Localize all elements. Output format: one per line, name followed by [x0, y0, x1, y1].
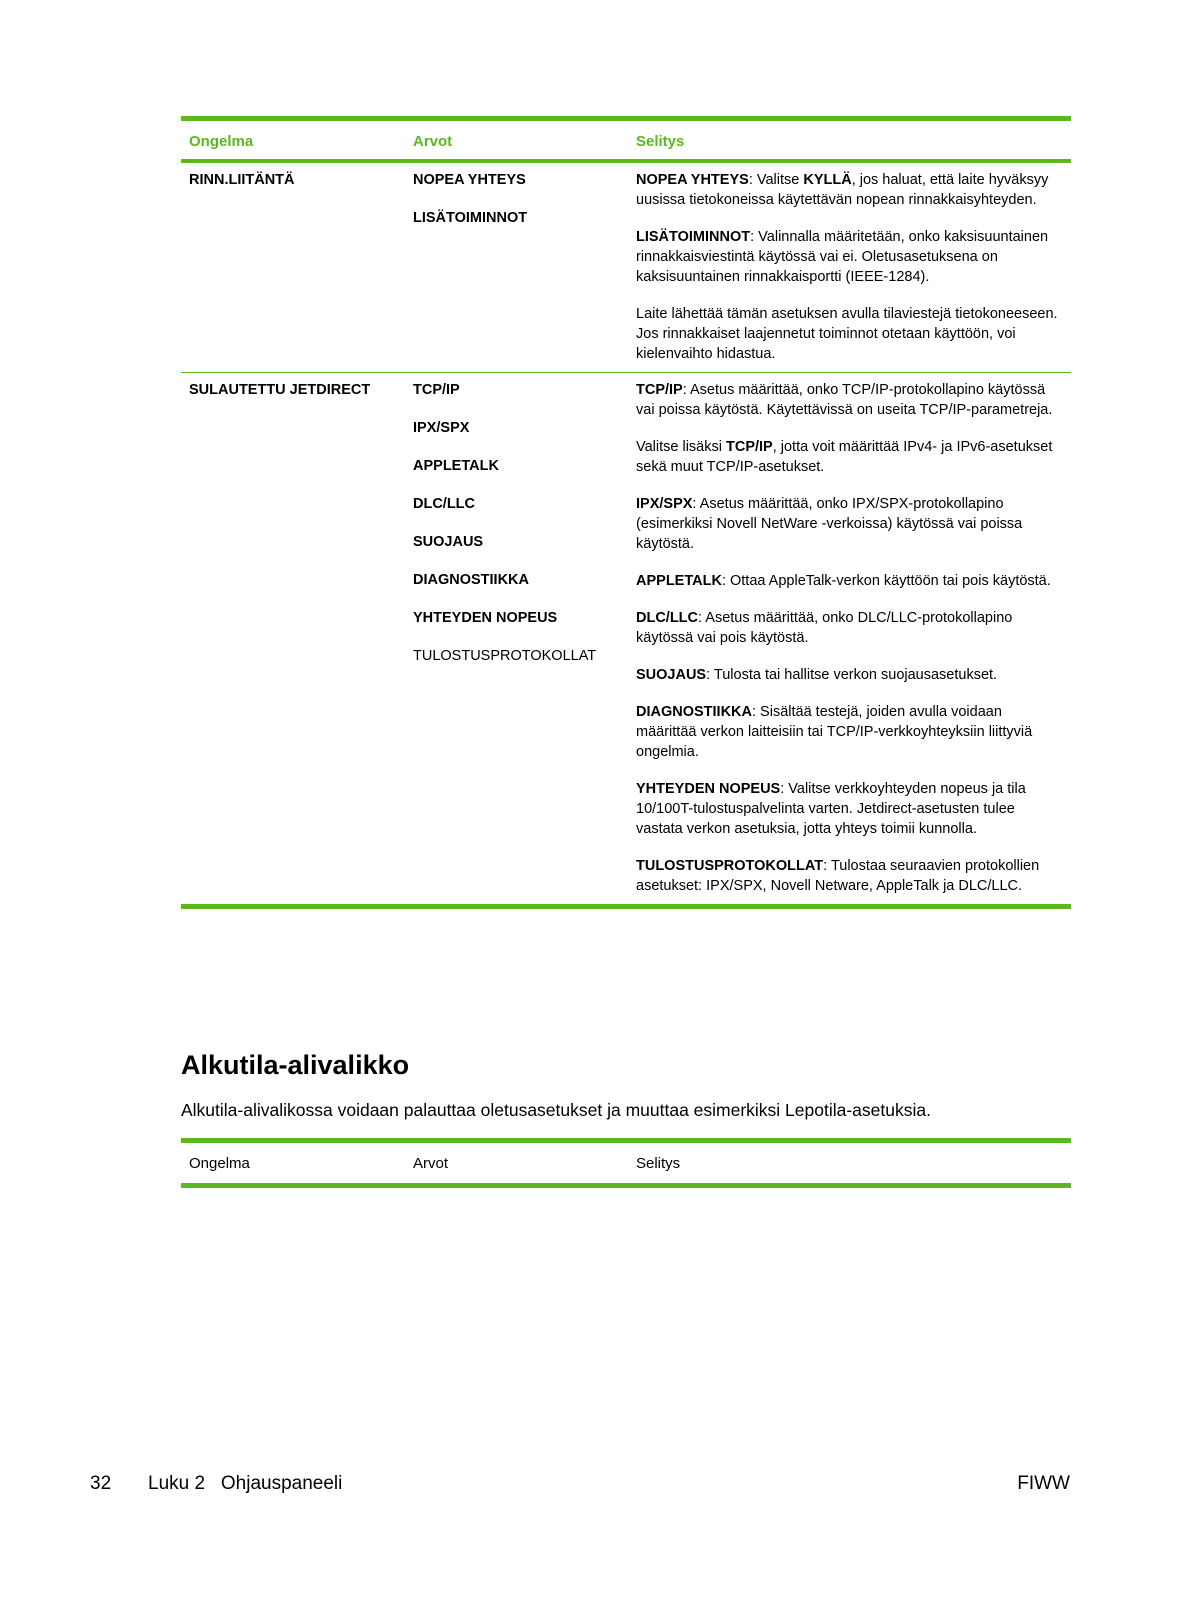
- value-item: SUOJAUS: [413, 534, 484, 550]
- desc-paragraph: TCP/IP: Asetus määrittää, onko TCP/IP-protokollapino käytössä vai poissa käytöstä. Käytettävissä on useita TCP/IP-parametreja.: [636, 382, 1053, 418]
- desc-paragraph: Valitse lisäksi TCP/IP, jotta voit määrittää IPv4- ja IPv6-asetukset sekä muut TCP/IP-asetukset.: [636, 439, 1053, 475]
- page-number: 32: [90, 1473, 112, 1494]
- row-key: SULAUTETTU JETDIRECT: [189, 382, 371, 398]
- footer-right: FIWW: [1017, 1473, 1070, 1494]
- value-item: IPX/SPX: [413, 420, 470, 436]
- value-item: TCP/IP: [413, 382, 460, 398]
- header-arvot: Arvot: [405, 119, 628, 162]
- desc-paragraph: IPX/SPX: Asetus määrittää, onko IPX/SPX-protokollapino (esimerkiksi Novell NetWare -verkoissa) käytössä vai poissa käytöstä.: [636, 496, 1023, 552]
- table-header-row: [181, 1141, 1071, 1186]
- section-intro: Alkutila-alivalikossa voidaan palauttaa oletusasetukset ja muuttaa esimerkiksi Lepotila-asetuksia.: [181, 1100, 931, 1120]
- footer-left: [90, 1473, 342, 1495]
- table-row: [181, 373, 1071, 907]
- table-header-row: [181, 119, 1071, 162]
- header-selitys: Selitys: [636, 1155, 681, 1172]
- settings-table-container: [181, 116, 1071, 909]
- desc-paragraph: NOPEA YHTEYS: Valitse KYLLÄ, jos haluat, että laite hyväksyy uusissa tietokoneissa käytettävän nopean rinnakkaisyhteyden.: [636, 172, 1049, 208]
- value-item: YHTEYDEN NOPEUS: [413, 610, 558, 626]
- desc-paragraph: DIAGNOSTIIKKA: Sisältää testejä, joiden avulla voidaan määrittää verkon laitteisiin tai TCP/IP-verkkoyhteyksiin liittyviä ongelmia.: [636, 704, 1033, 760]
- desc-paragraph: LISÄTOIMINNOT: Valinnalla määritetään, onko kaksisuuntainen rinnakkaisviestintä käytössä vai ei. Oletusasetuksena on kaksisuuntainen rinnakkaisportti (IEEE-1284).: [636, 229, 1049, 285]
- section-title: Alkutila-alivalikko: [181, 1050, 410, 1080]
- value-item: DIAGNOSTIIKKA: [413, 572, 529, 588]
- alkutila-table-container: [181, 1138, 1071, 1188]
- table-row: [181, 161, 1071, 373]
- row-key: RINN.LIITÄNTÄ: [181, 161, 405, 373]
- desc-paragraph: Laite lähettää tämän asetuksen avulla tilaviestejä tietokoneeseen. Jos rinnakkaiset laajennetut toiminnot otetaan käyttöön, voi kielenvaihto hidastua.: [636, 306, 1058, 362]
- desc-paragraph: SUOJAUS: Tulosta tai hallitse verkon suojausasetukset.: [636, 667, 998, 683]
- header-ongelma: Ongelma: [181, 119, 405, 162]
- row-values: [405, 161, 628, 373]
- row-values: [405, 373, 628, 907]
- header-selitys: Selitys: [628, 119, 1071, 162]
- desc-paragraph: DLC/LLC: Asetus määrittää, onko DLC/LLC-protokollapino käytössä vai pois käytöstä.: [636, 610, 1013, 646]
- header-ongelma: Ongelma: [189, 1155, 250, 1172]
- desc-paragraph: TULOSTUSPROTOKOLLAT: Tulostaa seuraavien protokollien asetukset: IPX/SPX, Novell Netware, AppleTalk ja DLC/LLC.: [636, 858, 1040, 894]
- header-arvot: Arvot: [413, 1155, 449, 1172]
- value-item: APPLETALK: [413, 458, 499, 474]
- row-description: [628, 161, 1071, 373]
- value-item: LISÄTOIMINNOT: [413, 210, 528, 226]
- chapter-label: Luku 2 Ohjauspaneeli: [148, 1473, 343, 1494]
- desc-paragraph: YHTEYDEN NOPEUS: Valitse verkkoyhteyden nopeus ja tila 10/100T-tulostuspalvelinta varten. Jetdirect-asetusten tulee vastata verkon asetuksia, jotta yhteys toimii kunnolla.: [636, 781, 1026, 837]
- settings-table: [181, 116, 1071, 909]
- desc-paragraph: APPLETALK: Ottaa AppleTalk-verkon käyttöön tai pois käytöstä.: [636, 573, 1051, 589]
- row-description: [628, 373, 1071, 907]
- value-item: DLC/LLC: [413, 496, 476, 512]
- value-item: NOPEA YHTEYS: [413, 172, 526, 188]
- alkutila-table: [181, 1138, 1071, 1188]
- value-item: TULOSTUSPROTOKOLLAT: [413, 648, 597, 664]
